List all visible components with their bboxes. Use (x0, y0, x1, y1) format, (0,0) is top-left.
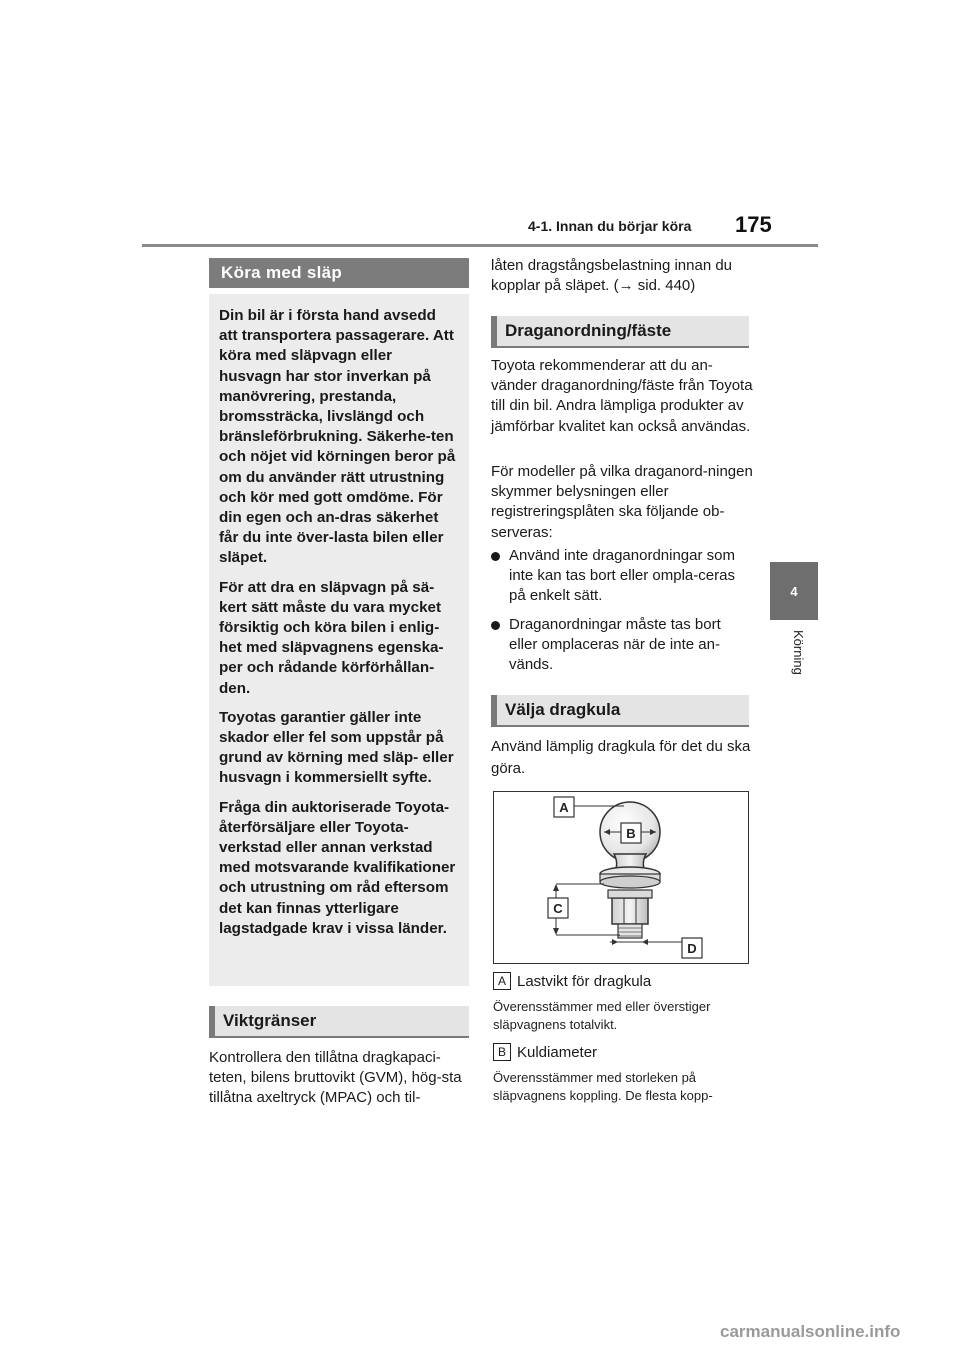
section-header: 4-1. Innan du börjar köra (528, 218, 692, 234)
continuation-text: låten dragstångsbelastning innan du kopplar på släpet. (→ sid. 440) (491, 257, 733, 295)
notice-paragraph: Fråga din auktoriserade Toyota-återförsäljare eller Toyota-verkstad eller annan verkstad med motsvarande kvalifikationer och utrustning om råd eftersom det kan finnas ytterligare lagstadgade krav i vissa länder. (219, 798, 456, 937)
legend-description: Överensstämmer med eller överstiger släpvagnens totalvikt. (493, 999, 711, 1032)
towball-figure (493, 791, 749, 964)
legend-label: Kuldiameter (517, 1043, 598, 1061)
notice-paragraph: Toyotas garantier gäller inte skador eller fel som uppstår på grund av körning med släp- eller husvagn i kommersiellt syfte. (219, 708, 454, 787)
page-number: 175 (735, 212, 772, 237)
legend-item-b (493, 1043, 597, 1061)
figure-label-c: C (553, 901, 563, 916)
legend-key: A (493, 972, 511, 990)
figure-label-d: D (687, 941, 697, 956)
watermark: carmanualsonline.info (720, 1322, 901, 1341)
list-item: Använd inte draganordningar som inte kan tas bort eller ompla-ceras på enkelt sätt. (491, 546, 753, 607)
legend-key: B (493, 1043, 511, 1061)
ball-text: Använd lämplig dragkula för det du ska göra. (491, 738, 751, 777)
bullet-icon (491, 552, 500, 561)
hitch-bullet-list (491, 546, 753, 683)
towball-illustration (494, 792, 748, 963)
chapter-label: Körning (791, 630, 806, 675)
notice-box (209, 294, 469, 986)
figure-label-a: A (559, 800, 569, 815)
chapter-number: 4 (790, 583, 798, 599)
ball-heading: Välja dragkula (491, 695, 749, 727)
bullet-icon (491, 621, 500, 630)
hitch-paragraph-1: Toyota rekommenderar att du an-vänder draganordning/fäste från Toyota till din bil. Andra lämpliga produkter av jämförbar kvalitet kan också användas. (491, 357, 753, 435)
hitch-paragraph-2: För modeller på vilka draganord-ningen skymmer belysningen eller registreringsplåten ska följande ob-serveras: (491, 463, 753, 541)
figure-label-b: B (626, 826, 636, 841)
list-item: Draganordningar måste tas bort eller omplaceras när de inte an-vänds. (491, 615, 753, 676)
hitch-heading: Draganordning/fäste (491, 316, 749, 348)
legend-label: Lastvikt för dragkula (517, 972, 652, 990)
towing-title: Köra med släp (209, 258, 469, 288)
weight-heading: Viktgränser (209, 1006, 469, 1038)
header-divider (142, 244, 818, 247)
notice-paragraph: För att dra en släpvagn på sä-kert sätt måste du vara mycket försiktig och köra bilen i enlig-het med släpvagnens egenska-per och rådande körförhållan-den. (219, 578, 444, 697)
legend-item-a (493, 972, 651, 990)
chapter-tab (770, 562, 818, 620)
notice-paragraph: Din bil är i första hand avsedd att transportera passagerare. Att köra med släpvagn eller husvagn har stor inverkan på manövrering, prestanda, bromssträcka, livslängd och bränsleförbrukning. Säkerhe-ten och nöjet vid körningen beror på om du använder rätt utrustning och kör med gott omdöme. För din egen och an-dras säkerhet får du inte över-lasta bilen eller släpet. (219, 307, 456, 567)
legend-description: Överensstämmer med storleken på släpvagnens koppling. De flesta kopp- (493, 1070, 713, 1103)
weight-text: Kontrollera den tillåtna dragkapaci-teten, bilens bruttovikt (GVM), hög-sta tillåtna axeltryck (MPAC) och til- (209, 1049, 462, 1107)
